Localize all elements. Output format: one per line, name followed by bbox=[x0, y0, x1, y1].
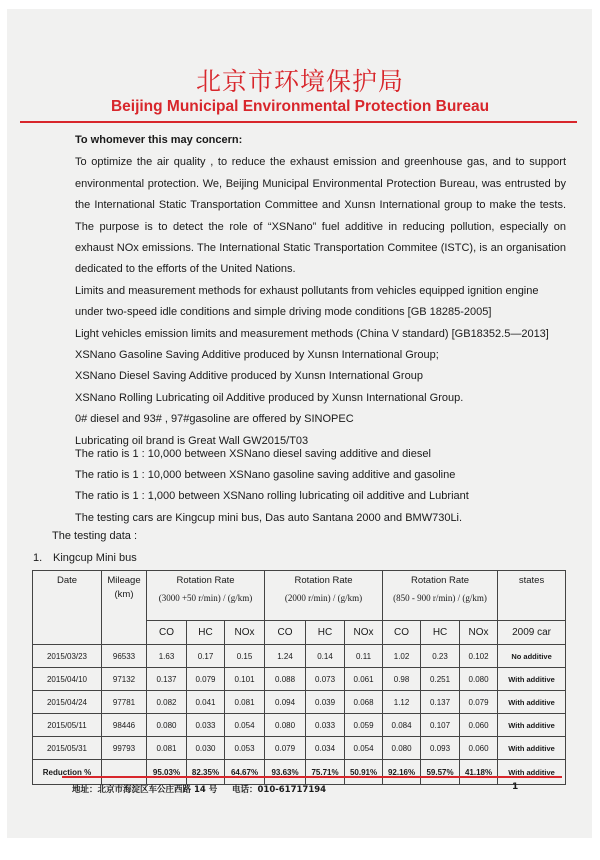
cell-value: 0.101 bbox=[225, 668, 265, 691]
footer-phone: 电话：010-61717194 bbox=[232, 785, 327, 795]
cell-value: 0.080 bbox=[460, 668, 498, 691]
cell-value: 1.02 bbox=[383, 645, 421, 668]
cell-value: 0.17 bbox=[187, 645, 225, 668]
greeting: To whomever this may concern: bbox=[75, 134, 243, 146]
cell-reduction: 50.91% bbox=[345, 760, 383, 785]
cell-state: No additive bbox=[498, 645, 566, 668]
header-group-2000rpm bbox=[265, 571, 383, 621]
footer-divider bbox=[62, 776, 562, 778]
cell-reduction: 64.67% bbox=[225, 760, 265, 785]
body-line: XSNano Diesel Saving Additive produced by Xunsn International Group bbox=[75, 370, 423, 383]
header-states-sub: 2009 car bbox=[498, 621, 566, 645]
cell-value: 1.12 bbox=[383, 691, 421, 714]
footer-address: 地址：北京市海淀区车公庄西路 14 号 bbox=[72, 785, 218, 795]
page-number: 1 bbox=[512, 782, 519, 792]
body-line: XSNano Rolling Lubricating oil Additive produced by Xunsn International Group. bbox=[75, 391, 464, 404]
table-header-row bbox=[33, 571, 566, 621]
cell-value: 0.084 bbox=[383, 714, 421, 737]
cell-value: 0.030 bbox=[187, 737, 225, 760]
cell-state: With additive bbox=[498, 668, 566, 691]
cell-value: 0.041 bbox=[187, 691, 225, 714]
letter-body bbox=[75, 130, 566, 452]
cell-mileage: 97132 bbox=[102, 668, 147, 691]
cell-value: 0.137 bbox=[147, 668, 187, 691]
table-row bbox=[33, 691, 566, 714]
header-nox: NOx bbox=[460, 621, 498, 645]
section-heading bbox=[33, 552, 137, 564]
body-line: under two-speed idle conditions and simple driving mode conditions [GB 18285-2005] bbox=[75, 306, 492, 319]
footer bbox=[72, 783, 327, 795]
intro-paragraph: To optimize the air quality , to reduce the exhaust emission and greenhouse gas, and to support environmental protection. We, Beijing Municipal Environmental Protection Bureau, was entrusted by the International Static Transportation Committee and Xunsn International group to make the tests. The purpose is to detect the role of “XSNano” fuel additive in reducing pollution, especially on exhaust NOx emissions. The International Static Transportation Commitee (ISTC), is an organisation dedicated to the efforts of the United Nations. bbox=[75, 156, 566, 276]
cell-mileage bbox=[102, 760, 147, 785]
reduction-row bbox=[33, 760, 566, 785]
body-line: Lubricating oil brand is Great Wall GW2015/T03 bbox=[75, 434, 309, 447]
cell-state: With additive bbox=[498, 691, 566, 714]
cell-mileage: 99793 bbox=[102, 737, 147, 760]
cell-value: 0.088 bbox=[265, 668, 306, 691]
body-line: XSNano Gasoline Saving Additive produced by Xunsn International Group; bbox=[75, 349, 439, 362]
cell-value: 0.033 bbox=[306, 714, 345, 737]
header-group-3000rpm bbox=[147, 571, 265, 621]
cell-value: 0.137 bbox=[421, 691, 460, 714]
header-nox: NOx bbox=[345, 621, 383, 645]
cell-value: 0.094 bbox=[265, 691, 306, 714]
header-group-title: Rotation Rate bbox=[411, 575, 470, 586]
body-line: Limits and measurement methods for exhaust pollutants from vehicles equipped ignition engine bbox=[75, 284, 539, 297]
header-mileage bbox=[102, 571, 147, 645]
cell-reduction: 82.35% bbox=[187, 760, 225, 785]
cell-mileage: 96533 bbox=[102, 645, 147, 668]
header-hc: HC bbox=[306, 621, 345, 645]
cell-date: 2015/04/24 bbox=[33, 691, 102, 714]
cell-value: 0.15 bbox=[225, 645, 265, 668]
cell-date: 2015/05/31 bbox=[33, 737, 102, 760]
header-group-title: Rotation Rate bbox=[176, 575, 235, 586]
header-states: states bbox=[498, 571, 566, 621]
letterhead-title-english: Beijing Municipal Environmental Protection Bureau bbox=[110, 98, 490, 115]
header-co: CO bbox=[383, 621, 421, 645]
cell-value: 0.060 bbox=[460, 737, 498, 760]
header-group-subtitle: (850 - 900 r/min) / (g/km) bbox=[393, 593, 487, 603]
cell-value: 0.033 bbox=[187, 714, 225, 737]
cell-value: 0.11 bbox=[345, 645, 383, 668]
cell-value: 0.251 bbox=[421, 668, 460, 691]
cell-value: 0.039 bbox=[306, 691, 345, 714]
header-group-idle bbox=[383, 571, 498, 621]
header-group-title: Rotation Rate bbox=[294, 575, 353, 586]
cell-value: 0.079 bbox=[460, 691, 498, 714]
cell-value: 0.059 bbox=[345, 714, 383, 737]
header-group-subtitle: (2000 r/min) / (g/km) bbox=[284, 593, 363, 603]
header-nox: NOx bbox=[225, 621, 265, 645]
letterhead-title-chinese: 北京市环境保护局 bbox=[195, 67, 404, 96]
table-row bbox=[33, 714, 566, 737]
cell-value: 0.061 bbox=[345, 668, 383, 691]
ratio-list bbox=[75, 444, 469, 529]
cell-date: 2015/05/11 bbox=[33, 714, 102, 737]
cell-reduction-label: Reduction % bbox=[33, 760, 102, 785]
cell-reduction: 92.16% bbox=[383, 760, 421, 785]
table-row bbox=[33, 668, 566, 691]
cell-value: 0.082 bbox=[147, 691, 187, 714]
cell-mileage: 98446 bbox=[102, 714, 147, 737]
cell-reduction: 95.03% bbox=[147, 760, 187, 785]
ratio-line: The ratio is 1 : 10,000 between XSNano gasoline saving additive and gasoline bbox=[75, 469, 456, 482]
ratio-line: The ratio is 1 : 1,000 between XSNano rolling lubricating oil additive and Lubriant bbox=[75, 490, 469, 503]
table-row bbox=[33, 737, 566, 760]
cell-value: 0.080 bbox=[147, 714, 187, 737]
cell-reduction: 75.71% bbox=[306, 760, 345, 785]
header-mileage-unit: (km) bbox=[114, 589, 134, 600]
ratio-line: The ratio is 1 : 10,000 between XSNano diesel saving additive and diesel bbox=[75, 448, 431, 460]
cell-value: 0.079 bbox=[265, 737, 306, 760]
header-mileage-label: Mileage bbox=[107, 575, 141, 586]
body-line: 0# diesel and 93# , 97#gasoline are offered by SINOPEC bbox=[75, 413, 354, 426]
testing-data-label: The testing data : bbox=[52, 530, 137, 542]
cell-value: 0.081 bbox=[225, 691, 265, 714]
header-hc: HC bbox=[187, 621, 225, 645]
cell-value: 0.98 bbox=[383, 668, 421, 691]
cell-value: 0.093 bbox=[421, 737, 460, 760]
emissions-table bbox=[32, 570, 566, 785]
table-row bbox=[33, 645, 566, 668]
cell-value: 1.24 bbox=[265, 645, 306, 668]
cell-reduction: 59.57% bbox=[421, 760, 460, 785]
cell-reduction: 41.18% bbox=[460, 760, 498, 785]
cell-value: 0.054 bbox=[225, 714, 265, 737]
cell-value: 0.054 bbox=[345, 737, 383, 760]
cell-value: 0.034 bbox=[306, 737, 345, 760]
header-co: CO bbox=[147, 621, 187, 645]
cell-date: 2015/03/23 bbox=[33, 645, 102, 668]
cell-value: 0.079 bbox=[187, 668, 225, 691]
letterhead-divider bbox=[20, 121, 577, 123]
cell-value: 0.080 bbox=[383, 737, 421, 760]
cell-value: 0.23 bbox=[421, 645, 460, 668]
cell-value: 1.63 bbox=[147, 645, 187, 668]
cell-value: 0.107 bbox=[421, 714, 460, 737]
body-line: Light vehicles emission limits and measurement methods (China V standard) [GB18352.5—2013] bbox=[75, 327, 549, 340]
header-group-subtitle: (3000 +50 r/min) / (g/km) bbox=[158, 593, 253, 603]
section-title: Kingcup Mini bus bbox=[53, 552, 137, 564]
cell-reduction: 93.63% bbox=[265, 760, 306, 785]
cell-state: With additive bbox=[498, 760, 566, 785]
cell-date: 2015/04/10 bbox=[33, 668, 102, 691]
cell-state: With additive bbox=[498, 714, 566, 737]
cell-value: 0.081 bbox=[147, 737, 187, 760]
ratio-line: The testing cars are Kingcup mini bus, Das auto Santana 2000 and BMW730Li. bbox=[75, 511, 463, 524]
section-number: 1. bbox=[33, 552, 43, 564]
cell-state: With additive bbox=[498, 737, 566, 760]
cell-value: 0.14 bbox=[306, 645, 345, 668]
header-co: CO bbox=[265, 621, 306, 645]
cell-value: 0.053 bbox=[225, 737, 265, 760]
cell-value: 0.073 bbox=[306, 668, 345, 691]
cell-value: 0.102 bbox=[460, 645, 498, 668]
cell-mileage: 97781 bbox=[102, 691, 147, 714]
cell-value: 0.080 bbox=[265, 714, 306, 737]
header-date: Date bbox=[33, 571, 102, 645]
cell-value: 0.068 bbox=[345, 691, 383, 714]
cell-value: 0.060 bbox=[460, 714, 498, 737]
header-hc: HC bbox=[421, 621, 460, 645]
